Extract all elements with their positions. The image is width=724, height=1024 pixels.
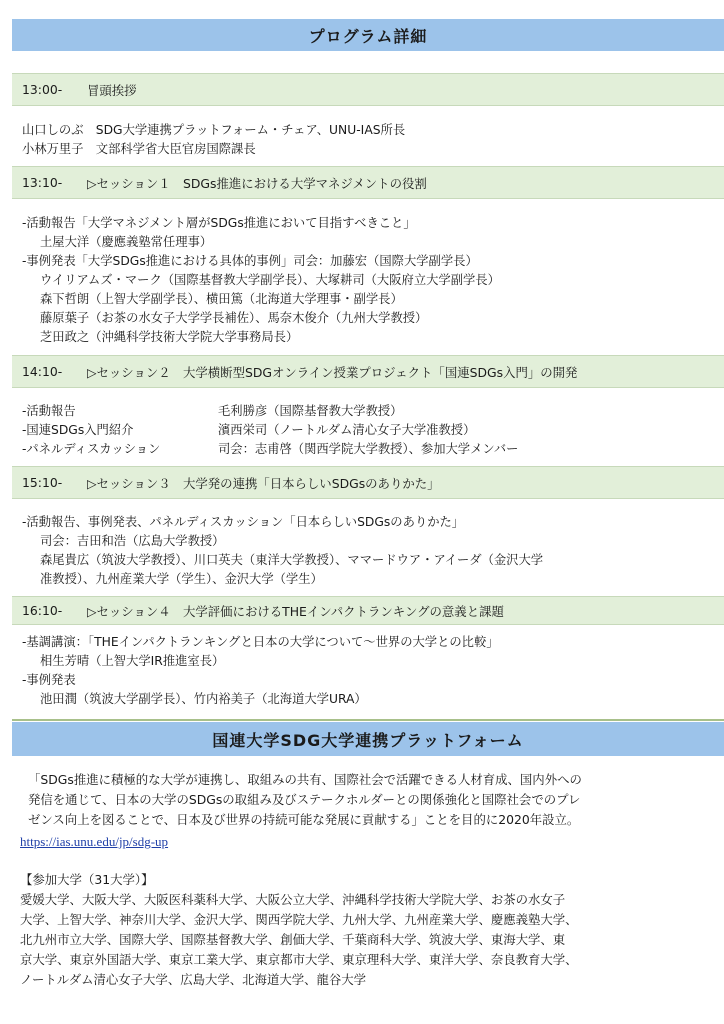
slot-content — [12, 199, 724, 355]
content-row — [22, 440, 724, 459]
time-slot-row — [12, 166, 724, 199]
row-value: 濱西栄司（ノートルダム清心女子大学准教授） — [218, 423, 476, 437]
content-line: -事例発表「大学SDGs推進における具体的事例」司会：加藤宏（国際大学副学長） — [22, 254, 478, 268]
slot-title: ▷セッション４ 大学評価におけるTHEインパクトランキングの意義と課題 — [87, 603, 504, 619]
content-line: -活動報告、事例発表、パネルディスカッション「日本らしいSDGsのありかた」 — [22, 515, 465, 529]
content-line: 小林万里子 文部科学省大臣官房国際課長 — [22, 142, 256, 156]
content-line: 藤原葉子（お茶の水女子大学学長補佐）、馬奈木俊介（九州大学教授） — [40, 311, 428, 325]
intro-line: 発信を通じて、日本の大学のSDGsの取組み及びステークホルダーとの関係強化と国際社会でのプレ — [28, 792, 581, 807]
platform-description — [20, 770, 720, 990]
content-line: 森尾貴広（筑波大学教授）、川口英夫（東洋大学教授）、ママードウア・アイーダ（金沢大学 — [40, 553, 544, 567]
row-label: -国連SDGs入門紹介 — [22, 423, 134, 437]
slot-time: 15:10- — [22, 475, 63, 490]
content-line: -事例発表 — [22, 673, 76, 687]
intro-line: ゼンス向上を図ることで、日本及び世界の持続可能な発展に貢献する」ことを目的に2020年設立。 — [28, 812, 580, 827]
members-line: 京大学、東京外国語大学、東京工業大学、東京都市大学、東京理科大学、東洋大学、奈良教育大学、 — [20, 952, 578, 967]
content-line: 司会：吉田和浩（広島大学教授） — [40, 534, 225, 548]
slot-title: ▷セッション３ 大学発の連携「日本らしいSDGsのありかた」 — [87, 475, 440, 491]
time-slot-row — [12, 596, 724, 625]
content-line: -基調講演：「THEインパクトランキングと日本の大学について〜世界の大学との比較」 — [22, 635, 499, 649]
intro-line: 「SDGs推進に積極的な大学が連携し、取組みの共有、国際社会で活躍できる人材育成、国内外への — [28, 772, 582, 787]
intro-paragraph — [20, 770, 720, 830]
slot-time: 13:10- — [22, 175, 63, 190]
time-slot-row — [12, 73, 724, 106]
slot-title: ▷セッション１ SDGs推進における大学マネジメントの役割 — [87, 175, 427, 191]
members-line: ノートルダム清心女子大学、広島大学、北海道大学、龍谷大学 — [20, 972, 367, 987]
time-slot-row — [12, 355, 724, 388]
program-table — [12, 61, 724, 721]
members-line: 北九州市立大学、国際大学、国際基督教大学、創価大学、千葉商科大学、筑波大学、東海大学、東 — [20, 932, 566, 947]
platform-link[interactable]: https://ias.unu.edu/jp/sdg-up — [20, 834, 169, 849]
slot-title: 冒頭挨拶 — [87, 82, 137, 98]
slot-content — [12, 499, 724, 596]
program-heading: プログラム詳細 — [12, 19, 724, 51]
content-line: 土屋大洋（慶應義塾常任理事） — [40, 235, 213, 249]
content-line: 相生芳晴（上智大学IR推進室長） — [40, 654, 225, 668]
content-line: 森下哲朗（上智大学副学長）、横田篤（北海道大学理事・副学長） — [40, 292, 403, 306]
slot-content — [12, 388, 724, 466]
slot-content — [12, 625, 724, 709]
row-label: -活動報告 — [22, 404, 76, 418]
content-line: 芝田政之（沖縄科学技術大学院大学事務局長） — [40, 330, 299, 344]
slot-content — [12, 106, 724, 166]
slot-time: 16:10- — [22, 603, 63, 618]
time-slot-row — [12, 466, 724, 499]
content-row — [22, 421, 724, 440]
platform-heading: 国連大学SDG大学連携プラットフォーム — [12, 722, 724, 756]
content-row — [22, 402, 724, 421]
slot-title: ▷セッション２ 大学横断型SDGオンライン授業プロジェクト「国連SDGs入門」の開発 — [87, 364, 578, 380]
row-value: 司会：志甫啓（関西学院大学教授）、参加大学メンバー — [218, 442, 519, 456]
content-line: -活動報告「大学マネジメント層がSDGs推進において目指すべきこと」 — [22, 216, 416, 230]
row-label: -パネルディスカッション — [22, 442, 161, 456]
members-heading: 【参加大学（31大学）】 — [20, 872, 154, 887]
content-line: 池田潤（筑波大学副学長）、竹内裕美子（北海道大学URA） — [40, 692, 367, 706]
row-value: 毛利勝彦（国際基督教大学教授） — [218, 404, 403, 418]
content-line: 山口しのぶ SDG大学連携プラットフォーム・チェア、UNU-IAS所長 — [22, 123, 406, 137]
content-line: 准教授）、九州産業大学（学生）、金沢大学（学生） — [40, 572, 323, 586]
members-line: 大学、上智大学、神奈川大学、金沢大学、関西学院大学、九州大学、九州産業大学、慶應義塾大学、 — [20, 912, 578, 927]
content-line: ウイリアムズ・マーク（国際基督教大学副学長）、大塚耕司（大阪府立大学副学長） — [40, 273, 500, 287]
members-line: 愛媛大学、大阪大学、大阪医科薬科大学、大阪公立大学、沖縄科学技術大学院大学、お茶の水女子 — [20, 892, 566, 907]
slot-time: 13:00- — [22, 82, 63, 97]
slot-time: 14:10- — [22, 364, 63, 379]
members-section — [20, 870, 720, 990]
